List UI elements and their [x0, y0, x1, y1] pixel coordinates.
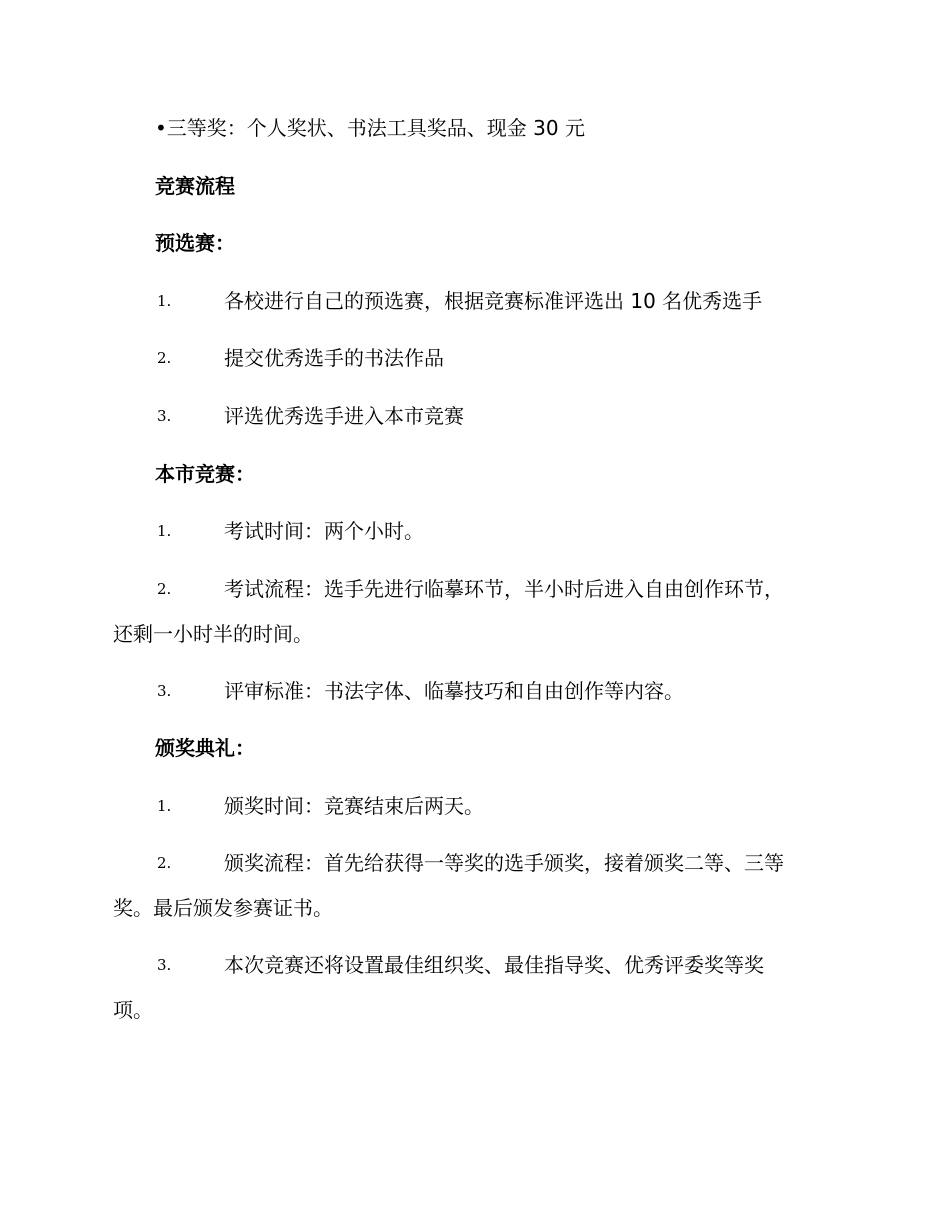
city-item-1-text: 考试时间：两个小时。 [224, 519, 424, 543]
city-competition-heading: 本市竞赛： [155, 462, 255, 486]
city-item-2-continuation: 还剩一小时半的时间。 [113, 622, 313, 646]
preliminary-item-3-number: 3. [157, 407, 172, 425]
ceremony-item-1-text: 颁奖时间：竞赛结束后两天。 [224, 794, 484, 818]
ceremony-item-2-continuation: 奖。最后颁发参赛证书。 [113, 896, 333, 920]
ceremony-item-3-number: 3. [157, 956, 172, 974]
preliminary-item-3-text: 评选优秀选手进入本市竞赛 [224, 404, 464, 428]
process-heading: 竞赛流程 [155, 174, 235, 198]
third-prize-text: 三等奖：个人奖状、书法工具奖品、现金 30 元 [166, 116, 585, 140]
preliminary-item-1-number: 1. [157, 292, 172, 310]
ceremony-heading: 颁奖典礼： [155, 736, 255, 760]
ceremony-item-2-text: 颁奖流程：首先给获得一等奖的选手颁奖，接着颁奖二等、三等 [224, 851, 784, 875]
city-item-2-text: 考试流程：选手先进行临摹环节，半小时后进入自由创作环节， [224, 577, 784, 601]
ceremony-item-3-text: 本次竞赛还将设置最佳组织奖、最佳指导奖、优秀评委奖等奖 [224, 953, 764, 977]
city-item-3-number: 3. [157, 682, 172, 700]
ceremony-item-2-number: 2. [157, 854, 172, 872]
preliminary-item-1-text: 各校进行自己的预选赛，根据竞赛标准评选出 10 名优秀选手 [224, 289, 763, 313]
city-item-2-number: 2. [157, 580, 172, 598]
city-item-1-number: 1. [157, 522, 172, 540]
bullet-marker: • [155, 116, 167, 140]
city-item-3-text: 评审标准：书法字体、临摹技巧和自由创作等内容。 [224, 679, 684, 703]
preliminary-heading: 预选赛： [155, 231, 235, 255]
preliminary-item-2-text: 提交优秀选手的书法作品 [224, 346, 444, 370]
ceremony-item-3-continuation: 项。 [113, 998, 153, 1022]
preliminary-item-2-number: 2. [157, 349, 172, 367]
third-prize-line [155, 116, 885, 140]
ceremony-item-1-number: 1. [157, 797, 172, 815]
